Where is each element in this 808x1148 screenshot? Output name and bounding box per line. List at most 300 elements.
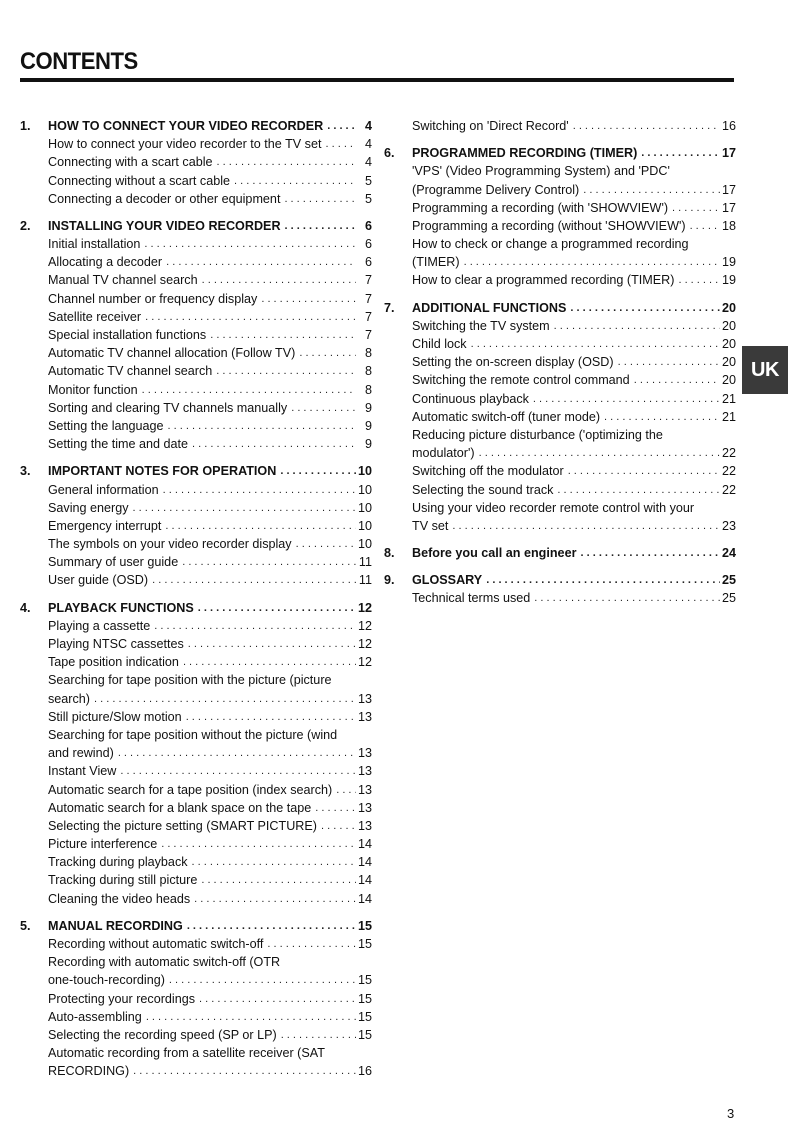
toc-entry (20, 253, 372, 271)
toc-entry (20, 290, 372, 308)
entry-text: Selecting the sound track (412, 482, 554, 497)
entry-text: Selecting the recording speed (SP or LP) (48, 1027, 277, 1042)
entry-text: Setting the time and date (48, 437, 189, 452)
entry-page: 13 (357, 691, 372, 706)
entry-text: Special installation functions (48, 328, 207, 343)
toc-entry (20, 190, 372, 208)
section-number: 6. (384, 146, 395, 161)
dot-leader (600, 408, 720, 426)
entry-text: (Programme Delivery Control) (412, 182, 580, 197)
entry-text: Satellite receiver (48, 309, 142, 324)
page-title: CONTENTS (20, 48, 138, 75)
toc-entry (384, 253, 736, 271)
entry-page: 4 (364, 155, 372, 170)
dot-leader (141, 308, 356, 326)
entry-page: 18 (721, 218, 736, 233)
toc-entry (384, 444, 736, 462)
toc-entry-line: How to check or change a programmed recording (412, 237, 689, 252)
entry-text: Cleaning the video heads (48, 891, 191, 906)
toc-entry (384, 408, 736, 426)
toc-entry (20, 435, 372, 453)
toc-entry (20, 817, 372, 835)
dot-leader (129, 1062, 356, 1080)
dot-leader (280, 190, 356, 208)
section-heading (20, 117, 372, 135)
section-page: 12 (357, 600, 372, 615)
dot-leader (332, 781, 356, 799)
toc-section (384, 117, 736, 135)
entry-text: Technical terms used (412, 591, 531, 606)
entry-text: Playing a cassette (48, 618, 151, 633)
contents-left-column (20, 117, 372, 1090)
entry-text: User guide (OSD) (48, 573, 149, 588)
section-page: 17 (721, 146, 736, 161)
entry-text: Setting the on-screen display (OSD) (412, 355, 614, 370)
dot-leader (467, 335, 720, 353)
dot-leader (90, 690, 356, 708)
dot-leader (277, 1026, 356, 1044)
entry-text: How to connect your video recorder to the TV set (48, 137, 322, 152)
entry-page: 20 (721, 337, 736, 352)
section-number: 9. (384, 573, 395, 588)
entry-page: 22 (721, 446, 736, 461)
toc-section (384, 144, 736, 290)
dot-leader (116, 762, 356, 780)
toc-entry (384, 117, 736, 135)
dot-leader (178, 553, 356, 571)
dot-leader (162, 253, 356, 271)
toc-entry (20, 381, 372, 399)
entry-page: 14 (357, 837, 372, 852)
entry-page: 25 (721, 591, 736, 606)
toc-entry (20, 499, 372, 517)
entry-page: 9 (364, 400, 372, 415)
entry-text: modulator') (412, 446, 475, 461)
entry-text: Programming a recording (with 'SHOWVIEW') (412, 200, 669, 215)
toc-entry (20, 1008, 372, 1026)
section-heading (20, 217, 372, 235)
entry-text: and rewind) (48, 746, 114, 761)
toc-entry (20, 890, 372, 908)
toc-entry (20, 853, 372, 871)
toc-entry (20, 971, 372, 989)
entry-page: 21 (721, 409, 736, 424)
entry-page: 9 (364, 418, 372, 433)
toc-section (20, 462, 372, 589)
section-page: 20 (721, 300, 736, 315)
dot-leader (630, 371, 720, 389)
entry-page: 21 (721, 391, 736, 406)
entry-text: The symbols on your video recorder display (48, 537, 292, 552)
section-title: MANUAL RECORDING (48, 918, 183, 933)
entry-text: Automatic search for a blank space on the tape (48, 800, 312, 815)
entry-page: 5 (364, 173, 372, 188)
dot-leader (114, 744, 356, 762)
toc-entry-line: 'VPS' (Video Programming System) and 'PDC' (412, 164, 670, 179)
entry-text: Emergency interrupt (48, 518, 162, 533)
entry-page: 9 (364, 437, 372, 452)
entry-text: Recording without automatic switch-off (48, 937, 264, 952)
page-number: 3 (727, 1106, 735, 1121)
toc-entry (20, 308, 372, 326)
entry-text: search) (48, 691, 90, 706)
toc-entry-line: Using your video recorder remote control with your (412, 500, 695, 515)
section-page: 6 (364, 218, 372, 233)
toc-entry (384, 181, 736, 199)
dot-leader (281, 217, 356, 235)
entry-text: Summary of user guide (48, 555, 179, 570)
toc-entry (20, 781, 372, 799)
entry-text: Picture interference (48, 837, 158, 852)
dot-leader (161, 517, 356, 535)
dot-leader (292, 535, 356, 553)
toc-entry-line: Recording with automatic switch-off (OTR (48, 955, 281, 970)
dot-leader (321, 135, 356, 153)
toc-section (384, 299, 736, 535)
entry-page: 5 (364, 191, 372, 206)
dot-leader (579, 181, 720, 199)
entry-text: Channel number or frequency display (48, 291, 258, 306)
entry-page: 8 (364, 382, 372, 397)
toc-entry (20, 135, 372, 153)
dot-leader (129, 499, 356, 517)
dot-leader (475, 444, 720, 462)
dot-leader (311, 799, 356, 817)
entry-page: 14 (357, 891, 372, 906)
section-heading (384, 544, 736, 562)
entry-page: 17 (721, 200, 736, 215)
dot-leader (529, 390, 720, 408)
toc-section (20, 117, 372, 208)
toc-entry-line: Automatic recording from a satellite receiver (SAT (48, 1046, 325, 1061)
section-title: HOW TO CONNECT YOUR VIDEO RECORDER (48, 118, 324, 133)
language-tab: UK (742, 346, 788, 394)
toc-entry (20, 690, 372, 708)
entry-page: 13 (357, 800, 372, 815)
toc-entry (384, 353, 736, 371)
toc-entry (384, 462, 736, 480)
entry-page: 10 (357, 500, 372, 515)
toc-entry (20, 326, 372, 344)
entry-page: 13 (357, 782, 372, 797)
entry-text: Switching off the modulator (412, 464, 564, 479)
entry-text: (TIMER) (412, 255, 460, 270)
toc-entry (384, 481, 736, 499)
dot-leader (194, 599, 356, 617)
toc-entry-line: Searching for tape position with the picture (picture (48, 673, 332, 688)
dot-leader (614, 353, 720, 371)
toc-entry (384, 590, 736, 608)
entry-page: 6 (364, 237, 372, 252)
toc-entry (20, 617, 372, 635)
dot-leader (157, 835, 356, 853)
entry-text: Tape position indication (48, 655, 179, 670)
dot-leader (530, 589, 720, 607)
toc-section (20, 917, 372, 1081)
entry-text: Continuous playback (412, 391, 529, 406)
entry-page: 14 (357, 855, 372, 870)
section-heading (384, 299, 736, 317)
toc-section (384, 571, 736, 607)
entry-text: Switching the remote control command (412, 373, 630, 388)
entry-text: Initial installation (48, 237, 141, 252)
toc-entry (20, 762, 372, 780)
entry-page: 15 (357, 991, 372, 1006)
toc-entry (20, 153, 372, 171)
dot-leader (206, 326, 356, 344)
entry-text: Switching the TV system (412, 318, 550, 333)
entry-page: 19 (721, 255, 736, 270)
entry-page: 20 (721, 355, 736, 370)
toc-entry (384, 335, 736, 353)
toc-entry (20, 572, 372, 590)
entry-page: 12 (357, 637, 372, 652)
section-number: 7. (384, 300, 395, 315)
dot-leader (276, 462, 356, 480)
entry-page: 10 (357, 518, 372, 533)
entry-page: 20 (721, 318, 736, 333)
dot-leader (188, 853, 356, 871)
entry-page: 16 (721, 118, 736, 133)
section-heading (20, 462, 372, 480)
section-page: 4 (364, 118, 372, 133)
toc-entry (384, 371, 736, 389)
entry-text: Selecting the picture setting (SMART PICTURE) (48, 818, 318, 833)
toc-entry (20, 517, 372, 535)
dot-leader (674, 271, 720, 289)
section-title: Before you call an engineer (412, 546, 577, 561)
entry-page: 10 (357, 482, 372, 497)
dot-leader (460, 253, 720, 271)
entry-page: 7 (364, 291, 372, 306)
dot-leader (566, 299, 720, 317)
dot-leader (195, 990, 356, 1008)
dot-leader (569, 117, 720, 135)
entry-text: How to clear a programmed recording (TIMER) (412, 273, 675, 288)
section-number: 4. (20, 600, 31, 615)
toc-entry (384, 317, 736, 335)
entry-page: 16 (357, 1064, 372, 1079)
toc-entry-line: Searching for tape position without the picture (wind (48, 728, 338, 742)
entry-text: Switching on 'Direct Record' (412, 118, 569, 133)
section-page: 24 (721, 546, 736, 561)
entry-text: Instant View (48, 764, 117, 779)
toc-entry (20, 1026, 372, 1044)
section-title: PROGRAMMED RECORDING (TIMER) (412, 146, 638, 161)
toc-entry (20, 799, 372, 817)
entry-text: Automatic switch-off (tuner mode) (412, 409, 601, 424)
toc-entry (384, 272, 736, 290)
dot-leader (550, 317, 720, 335)
section-title: ADDITIONAL FUNCTIONS (412, 300, 567, 315)
entry-page: 15 (357, 1009, 372, 1024)
dot-leader (230, 172, 356, 190)
toc-entry (20, 481, 372, 499)
entry-text: Saving energy (48, 500, 129, 515)
dot-leader (287, 399, 356, 417)
entry-page: 13 (357, 746, 372, 761)
dot-leader (576, 544, 720, 562)
toc-entry (384, 217, 736, 235)
entry-text: Connecting a decoder or other equipment (48, 191, 281, 206)
section-page: 10 (357, 464, 372, 479)
entry-text: Monitor function (48, 382, 138, 397)
dot-leader (197, 871, 356, 889)
toc-entry (20, 235, 372, 253)
entry-text: TV set (412, 518, 449, 533)
dot-leader (323, 117, 356, 135)
toc-entry (20, 935, 372, 953)
dot-leader (482, 571, 720, 589)
entry-page: 8 (364, 364, 372, 379)
section-title: PLAYBACK FUNCTIONS (48, 600, 194, 615)
dot-leader (183, 917, 356, 935)
section-heading (384, 144, 736, 162)
section-heading (384, 571, 736, 589)
entry-text: Auto-assembling (48, 1009, 142, 1024)
dot-leader (295, 344, 356, 362)
toc-entry (20, 835, 372, 853)
dot-leader (182, 708, 356, 726)
toc-entry (20, 399, 372, 417)
entry-page: 8 (364, 346, 372, 361)
entry-page: 17 (721, 182, 736, 197)
section-number: 5. (20, 918, 31, 933)
toc-section (20, 217, 372, 453)
entry-text: Programming a recording (without 'SHOWVIEW') (412, 218, 686, 233)
entry-text: Still picture/Slow motion (48, 709, 182, 724)
dot-leader (317, 817, 356, 835)
dot-leader (165, 971, 356, 989)
toc-entry (20, 990, 372, 1008)
entry-page: 13 (357, 764, 372, 779)
dot-leader (184, 635, 356, 653)
dot-leader (148, 571, 356, 589)
toc-entry (20, 417, 372, 435)
entry-text: Playing NTSC cassettes (48, 637, 184, 652)
entry-text: Manual TV channel search (48, 273, 198, 288)
title-rule (20, 78, 734, 82)
entry-text: Allocating a decoder (48, 255, 163, 270)
dot-leader (179, 653, 356, 671)
toc-entry (20, 272, 372, 290)
entry-page: 11 (358, 555, 372, 570)
entry-text: General information (48, 482, 159, 497)
entry-page: 14 (357, 873, 372, 888)
entry-page: 4 (364, 137, 372, 152)
entry-text: RECORDING) (48, 1064, 130, 1079)
section-heading (20, 917, 372, 935)
dot-leader (142, 1008, 356, 1026)
toc-entry (20, 744, 372, 762)
dot-leader (138, 381, 356, 399)
entry-page: 20 (721, 373, 736, 388)
entry-text: Connecting with a scart cable (48, 155, 213, 170)
dot-leader (164, 417, 356, 435)
entry-page: 15 (357, 937, 372, 952)
toc-entry (20, 172, 372, 190)
section-heading (20, 599, 372, 617)
toc-section (20, 599, 372, 908)
section-title: IMPORTANT NOTES FOR OPERATION (48, 464, 277, 479)
entry-text: Automatic TV channel allocation (Follow TV) (48, 346, 296, 361)
entry-page: 13 (357, 818, 372, 833)
dot-leader (188, 435, 356, 453)
section-page: 25 (721, 573, 736, 588)
toc-entry (20, 344, 372, 362)
dot-leader (686, 217, 720, 235)
toc-entry (384, 199, 736, 217)
entry-page: 19 (721, 273, 736, 288)
section-title: GLOSSARY (412, 573, 483, 588)
entry-page: 12 (357, 618, 372, 633)
entry-text: Tracking during still picture (48, 873, 198, 888)
section-title: INSTALLING YOUR VIDEO RECORDER (48, 218, 281, 233)
dot-leader (637, 144, 720, 162)
dot-leader (564, 462, 720, 480)
entry-page: 15 (357, 973, 372, 988)
dot-leader (150, 617, 356, 635)
entry-page: 10 (357, 537, 372, 552)
section-number: 1. (20, 118, 31, 133)
entry-page: 22 (721, 482, 736, 497)
toc-entry (384, 390, 736, 408)
entry-page: 7 (364, 328, 372, 343)
section-page: 15 (357, 918, 372, 933)
toc-section (384, 544, 736, 562)
toc-entry (20, 635, 372, 653)
dot-leader (553, 481, 720, 499)
entry-page: 13 (357, 709, 372, 724)
entry-text: Setting the language (48, 418, 164, 433)
toc-entry (20, 1062, 372, 1080)
entry-text: Protecting your recordings (48, 991, 195, 1006)
toc-entry (20, 553, 372, 571)
section-number: 3. (20, 464, 31, 479)
entry-page: 12 (357, 655, 372, 670)
entry-text: Tracking during playback (48, 855, 188, 870)
entry-page: 7 (364, 273, 372, 288)
entry-text: Child lock (412, 337, 467, 352)
entry-text: one-touch-recording) (48, 973, 165, 988)
entry-text: Automatic TV channel search (48, 364, 213, 379)
dot-leader (159, 481, 356, 499)
dot-leader (263, 935, 356, 953)
entry-text: Automatic search for a tape position (index search) (48, 782, 333, 797)
toc-entry (20, 708, 372, 726)
toc-entry-line: Reducing picture disturbance ('optimizing the (412, 428, 663, 442)
section-number: 2. (20, 218, 31, 233)
entry-text: Connecting without a scart cable (48, 173, 231, 188)
toc-entry (20, 535, 372, 553)
entry-page: 15 (357, 1027, 372, 1042)
toc-entry (20, 872, 372, 890)
dot-leader (448, 517, 720, 535)
entry-page: 22 (721, 464, 736, 479)
toc-entry (20, 653, 372, 671)
toc-entry (384, 517, 736, 535)
entry-text: Sorting and clearing TV channels manually (48, 400, 288, 415)
entry-page: 23 (721, 518, 736, 533)
toc-entry (20, 362, 372, 380)
dot-leader (140, 235, 356, 253)
section-number: 8. (384, 546, 395, 561)
entry-page: 7 (364, 309, 372, 324)
dot-leader (190, 890, 356, 908)
dot-leader (257, 290, 356, 308)
dot-leader (213, 153, 356, 171)
dot-leader (212, 362, 356, 380)
